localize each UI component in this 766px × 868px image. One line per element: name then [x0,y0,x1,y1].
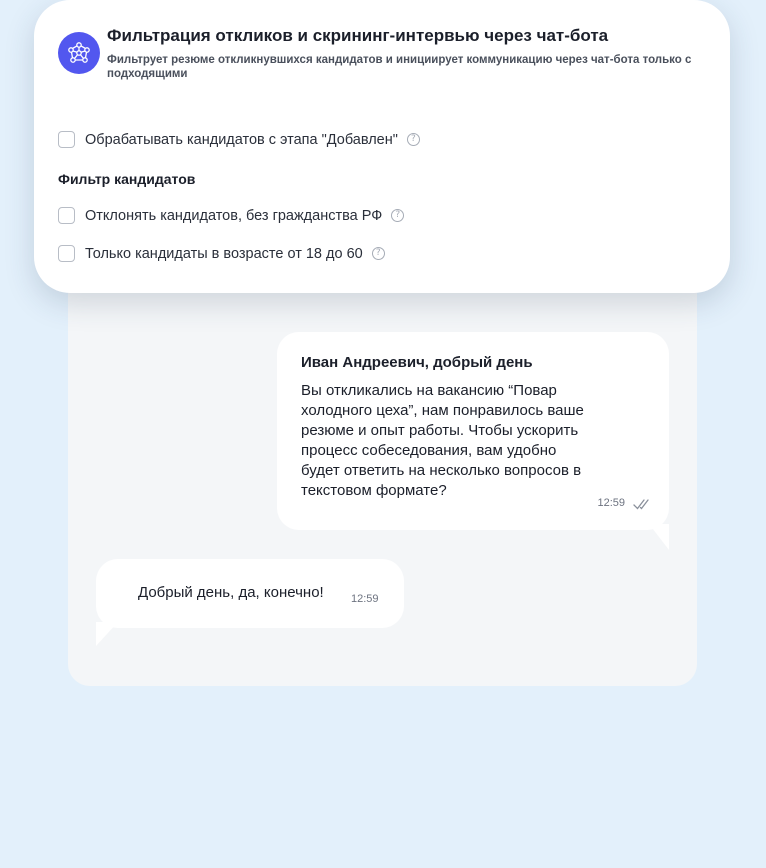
filter-citizenship-option[interactable] [58,207,404,224]
process-added-stage-label: Обрабатывать кандидатов с этапа "Добавлен" [85,131,398,148]
outgoing-message [277,332,669,530]
filter-section-label: Фильтр кандидатов [58,171,196,187]
filter-age-option[interactable] [58,245,385,262]
message-sender-greeting: Иван Андреевич, добрый день [301,354,533,371]
filter-age-label: Только кандидаты в возрасте от 18 до 60 [85,245,363,262]
help-icon[interactable]: ? [407,133,420,146]
message-text: Вы откликались на вакансию “Повар холодного цеха”, нам понравилось ваше резюме и опыт работы. Чтобы ускорить процесс собеседования, вам удобно будет ответить на несколько вопросов в текстовом формате? [301,382,584,499]
screening-settings-card [34,0,730,293]
process-added-stage-checkbox[interactable] [58,131,75,148]
process-added-stage-option[interactable] [58,131,420,148]
double-check-icon [633,498,653,510]
message-time: 12:59 [351,593,379,605]
help-icon[interactable]: ? [391,209,404,222]
card-title: Фильтрация откликов и скрининг-интервью через чат-бота [107,26,609,45]
help-icon[interactable]: ? [372,247,385,260]
filter-citizenship-checkbox[interactable] [58,207,75,224]
incoming-message [96,559,404,628]
card-subtitle: Фильтрует резюме откликнувшихся кандидатов и инициирует коммуникацию через чат-бота только с подходящими [107,54,692,80]
chat-panel [68,250,697,686]
message-time: 12:59 [597,497,625,509]
network-icon [58,32,100,74]
message-text: Добрый день, да, конечно! [138,584,324,601]
filter-citizenship-label: Отклонять кандидатов, без гражданства РФ [85,207,383,224]
filter-age-checkbox[interactable] [58,245,75,262]
